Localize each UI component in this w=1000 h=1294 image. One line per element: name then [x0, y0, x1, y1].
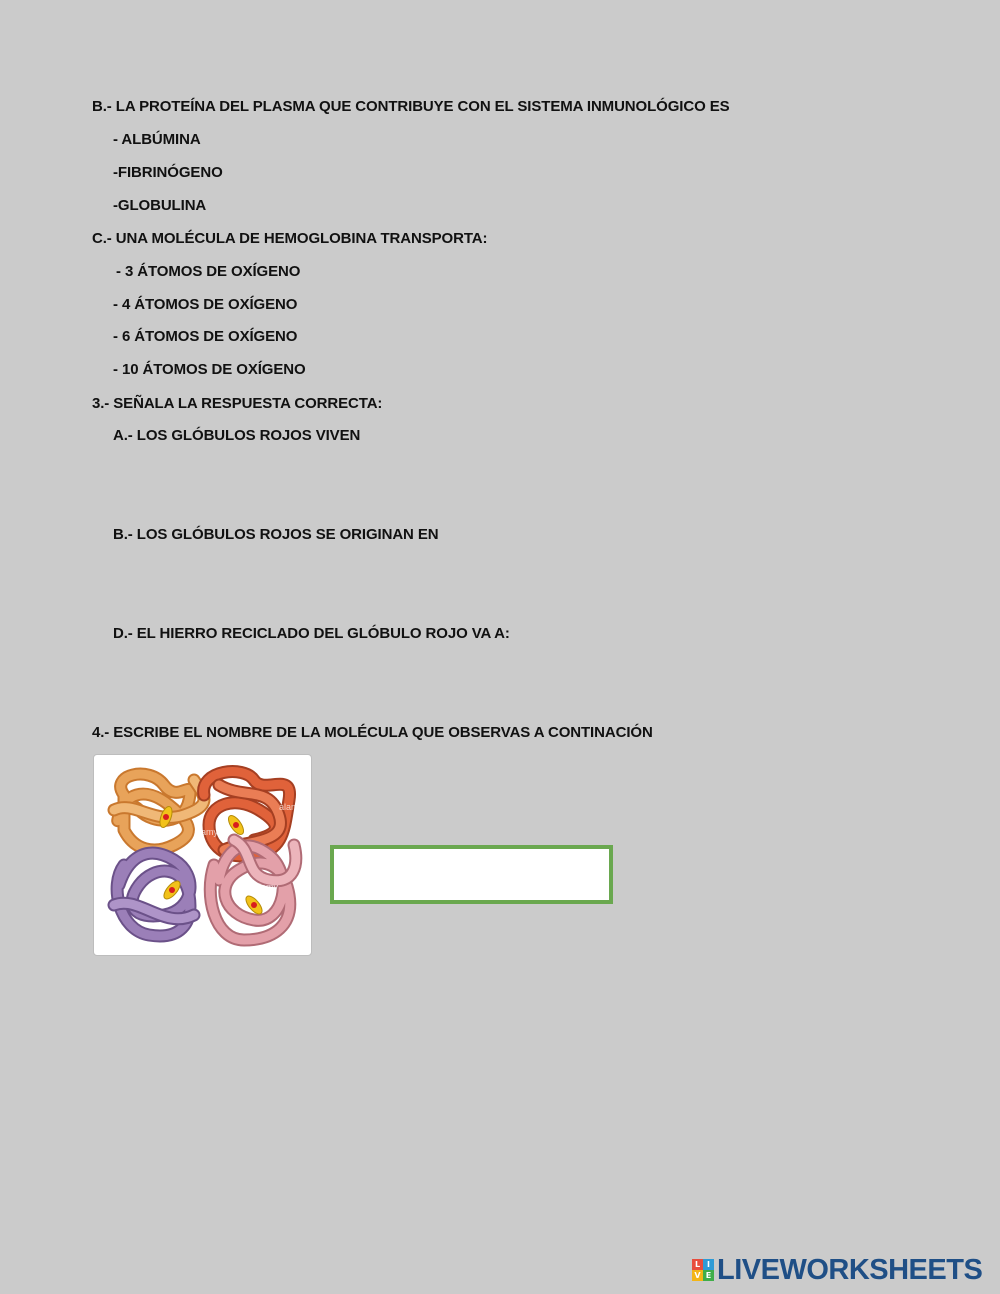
question-3a: A.- LOS GLÓBULOS ROJOS VIVEN — [113, 427, 361, 444]
liveworksheets-logo-icon — [692, 1259, 714, 1281]
logo-letter-v: V — [692, 1270, 703, 1281]
question-3-prompt: 3.- SEÑALA LA RESPUESTA CORRECTA: — [92, 395, 383, 412]
question-c-prompt: C.- UNA MOLÉCULA DE HEMOGLOBINA TRANSPORTA: — [92, 230, 488, 247]
hemoglobin-molecule-image — [93, 754, 312, 956]
watermark-text-3: alamy — [254, 882, 279, 892]
brand-name: LIVEWORKSHEETS — [717, 1253, 983, 1286]
logo-letter-l: L — [692, 1259, 703, 1270]
question-b-prompt: B.- LA PROTEÍNA DEL PLASMA QUE CONTRIBUYE CON EL SISTEMA INMUNOLÓGICO ES — [92, 98, 730, 115]
option-fibrinogeno: -FIBRINÓGENO — [113, 164, 223, 181]
question-3b: B.- LOS GLÓBULOS ROJOS SE ORIGINAN EN — [113, 526, 439, 543]
option-10-atomos: - 10 ÁTOMOS DE OXÍGENO — [113, 361, 306, 378]
question-4-prompt: 4.- ESCRIBE EL NOMBRE DE LA MOLÉCULA QUE OBSERVAS A CONTINACIÓN — [92, 724, 653, 741]
logo-letter-e: E — [703, 1270, 714, 1281]
hemoglobin-molecule-icon — [94, 755, 312, 956]
option-albumina: - ALBÚMINA — [113, 131, 201, 148]
option-3-atomos: - 3 ÁTOMOS DE OXÍGENO — [116, 263, 301, 280]
option-globulina: -GLOBULINA — [113, 197, 207, 214]
liveworksheets-brand — [692, 1255, 982, 1285]
option-6-atomos: - 6 ÁTOMOS DE OXÍGENO — [113, 328, 298, 345]
option-4-atomos: - 4 ÁTOMOS DE OXÍGENO — [113, 296, 298, 313]
watermark-text-1: alamy — [194, 827, 219, 837]
question-3d: D.- EL HIERRO RECICLADO DEL GLÓBULO ROJO VA A: — [113, 625, 510, 642]
logo-letter-i: I — [703, 1259, 714, 1270]
molecule-name-input[interactable] — [330, 845, 613, 904]
watermark-text-2: alamy — [279, 802, 304, 812]
